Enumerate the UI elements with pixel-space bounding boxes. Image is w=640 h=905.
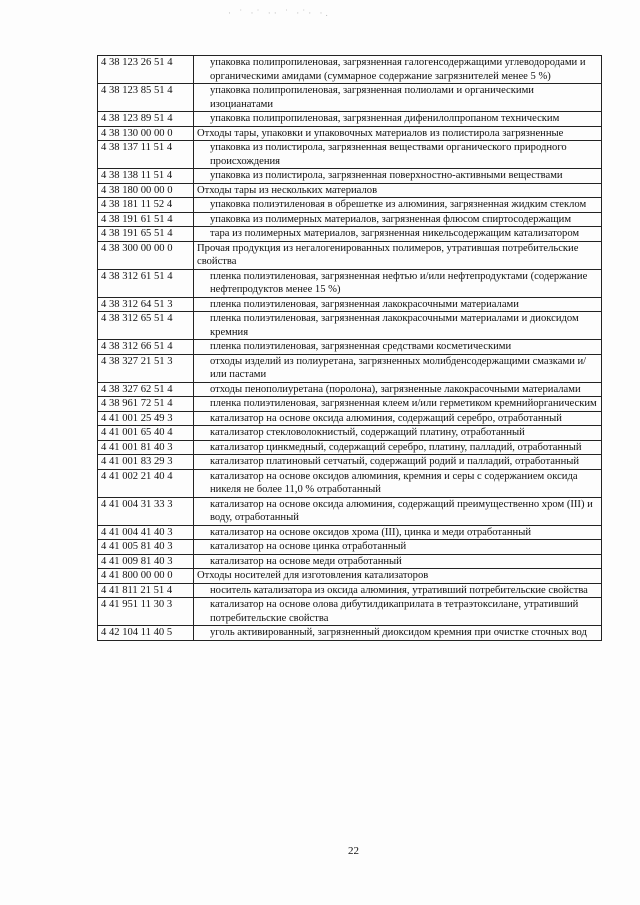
table-row <box>98 169 602 184</box>
table-row <box>98 227 602 242</box>
waste-description-cell: тара из полимерных материалов, загрязненная никельсодержащим катализатором <box>194 227 602 242</box>
waste-code-cell: 4 38 312 65 51 4 <box>98 312 194 340</box>
waste-description-cell: носитель катализатора из оксида алюминия, утративший потребительские свойства <box>194 583 602 598</box>
waste-code-cell: 4 38 181 11 52 4 <box>98 198 194 213</box>
table-group-row <box>98 241 602 269</box>
waste-description-cell: пленка полиэтиленовая, загрязненная нефтью и/или нефтепродуктами (содержание нефтепродуктов менее 15 %) <box>194 269 602 297</box>
waste-description-cell: Отходы тары, упаковки и упаковочных материалов из полистирола загрязненные <box>194 126 602 141</box>
waste-description-cell: катализатор платиновый сетчатый, содержащий родий и палладий, отработанный <box>194 455 602 470</box>
waste-description-cell: упаковка полипропиленовая, загрязненная дифенилолпропаном техническим <box>194 112 602 127</box>
waste-description-cell: катализатор на основе оксидов алюминия, кремния и серы с содержанием оксида никеля не более 11,0 % отработанный <box>194 469 602 497</box>
waste-description-cell: пленка полиэтиленовая, загрязненная лакокрасочными материалами <box>194 297 602 312</box>
waste-code-cell: 4 41 009 81 40 3 <box>98 554 194 569</box>
table-row <box>98 469 602 497</box>
waste-code-cell: 4 41 951 11 30 3 <box>98 598 194 626</box>
waste-code-cell: 4 38 137 11 51 4 <box>98 141 194 169</box>
waste-code-cell: 4 42 104 11 40 5 <box>98 626 194 641</box>
table-row <box>98 626 602 641</box>
table-row <box>98 297 602 312</box>
waste-description-cell: катализатор на основе оксида алюминия, содержащий преимущественно хром (III) и воду, отработанный <box>194 497 602 525</box>
waste-code-cell: 4 41 001 81 40 3 <box>98 440 194 455</box>
waste-code-cell: 4 41 005 81 40 3 <box>98 540 194 555</box>
table-row <box>98 497 602 525</box>
table-group-row <box>98 569 602 584</box>
waste-code-cell: 4 38 312 64 51 3 <box>98 297 194 312</box>
waste-description-cell: пленка полиэтиленовая, загрязненная средствами косметическими <box>194 340 602 355</box>
waste-description-cell: упаковка из полимерных материалов, загрязненная флюсом спиртосодержащим <box>194 212 602 227</box>
table-row <box>98 312 602 340</box>
table-row <box>98 554 602 569</box>
waste-description-cell: отходы пенополиуретана (поролона), загрязненные лакокрасочными материалами <box>194 382 602 397</box>
table-row <box>98 340 602 355</box>
waste-code-cell: 4 38 961 72 51 4 <box>98 397 194 412</box>
waste-code-cell: 4 38 191 61 51 4 <box>98 212 194 227</box>
waste-code-cell: 4 41 001 65 40 4 <box>98 426 194 441</box>
waste-code-cell: 4 38 191 65 51 4 <box>98 227 194 242</box>
table-row <box>98 382 602 397</box>
waste-code-cell: 4 38 123 26 51 4 <box>98 56 194 84</box>
table-row <box>98 269 602 297</box>
table-row <box>98 540 602 555</box>
waste-description-cell: упаковка полиэтиленовая в обрешетке из алюминия, загрязненная жидким стеклом <box>194 198 602 213</box>
waste-code-cell: 4 38 138 11 51 4 <box>98 169 194 184</box>
waste-description-cell: катализатор на основе меди отработанный <box>194 554 602 569</box>
waste-code-cell: 4 41 004 41 40 3 <box>98 525 194 540</box>
table-row <box>98 440 602 455</box>
waste-description-cell: Отходы тары из нескольких материалов <box>194 183 602 198</box>
waste-description-cell: катализатор на основе оксидов хрома (III), цинка и меди отработанный <box>194 525 602 540</box>
table-row <box>98 112 602 127</box>
waste-description-cell: Прочая продукция из негалогенированных полимеров, утратившая потребительские свойства <box>194 241 602 269</box>
waste-description-cell: Отходы носителей для изготовления катализаторов <box>194 569 602 584</box>
table-row <box>98 141 602 169</box>
scan-artifact: · ˙ ·˙ ·· ˙ ·˙· ·. <box>228 8 331 18</box>
waste-code-cell: 4 38 327 21 51 3 <box>98 354 194 382</box>
waste-code-cell: 4 38 312 66 51 4 <box>98 340 194 355</box>
waste-code-cell: 4 38 312 61 51 4 <box>98 269 194 297</box>
waste-description-cell: катализатор на основе цинка отработанный <box>194 540 602 555</box>
table-row <box>98 56 602 84</box>
table-group-row <box>98 126 602 141</box>
table-row <box>98 212 602 227</box>
table-row <box>98 525 602 540</box>
waste-description-cell: пленка полиэтиленовая, загрязненная клеем и/или герметиком кремнийорганическим <box>194 397 602 412</box>
waste-description-cell: пленка полиэтиленовая, загрязненная лакокрасочными материалами и диоксидом кремния <box>194 312 602 340</box>
waste-description-cell: упаковка полипропиленовая, загрязненная галогенсодержащими углеводородами и органическими амидами (суммарное содержание загрязнителей менее 5 %) <box>194 56 602 84</box>
waste-description-cell: уголь активированный, загрязненный диоксидом кремния при очистке сточных вод <box>194 626 602 641</box>
page-number: 22 <box>348 845 359 857</box>
waste-code-cell: 4 38 123 89 51 4 <box>98 112 194 127</box>
table-row <box>98 598 602 626</box>
table-row <box>98 411 602 426</box>
table-row <box>98 455 602 470</box>
waste-description-cell: катализатор цинкмедный, содержащий серебро, платину, палладий, отработанный <box>194 440 602 455</box>
waste-code-table <box>97 55 602 641</box>
waste-code-cell: 4 38 180 00 00 0 <box>98 183 194 198</box>
waste-code-cell: 4 41 004 31 33 3 <box>98 497 194 525</box>
waste-description-cell: катализатор на основе оксида алюминия, содержащий серебро, отработанный <box>194 411 602 426</box>
table-row <box>98 426 602 441</box>
waste-code-cell: 4 38 130 00 00 0 <box>98 126 194 141</box>
waste-code-cell: 4 38 300 00 00 0 <box>98 241 194 269</box>
waste-code-cell: 4 41 800 00 00 0 <box>98 569 194 584</box>
waste-description-cell: упаковка из полистирола, загрязненная поверхностно-активными веществами <box>194 169 602 184</box>
waste-code-cell: 4 41 811 21 51 4 <box>98 583 194 598</box>
waste-description-cell: катализатор на основе олова дибутилдикаприлата в тетраэтоксилане, утративший потребительские свойства <box>194 598 602 626</box>
table-row <box>98 583 602 598</box>
table-row <box>98 354 602 382</box>
table-row <box>98 397 602 412</box>
table-row <box>98 198 602 213</box>
waste-code-cell: 4 38 327 62 51 4 <box>98 382 194 397</box>
waste-description-cell: упаковка полипропиленовая, загрязненная полиолами и органическими изоцианатами <box>194 84 602 112</box>
table-row <box>98 84 602 112</box>
waste-description-cell: катализатор стекловолокнистый, содержащий платину, отработанный <box>194 426 602 441</box>
waste-description-cell: упаковка из полистирола, загрязненная веществами органического природного происхождения <box>194 141 602 169</box>
waste-description-cell: отходы изделий из полиуретана, загрязненных молибденсодержащими смазками и/или пастами <box>194 354 602 382</box>
waste-code-cell: 4 41 001 25 49 3 <box>98 411 194 426</box>
waste-code-cell: 4 41 002 21 40 4 <box>98 469 194 497</box>
waste-code-cell: 4 38 123 85 51 4 <box>98 84 194 112</box>
table-group-row <box>98 183 602 198</box>
waste-code-cell: 4 41 001 83 29 3 <box>98 455 194 470</box>
